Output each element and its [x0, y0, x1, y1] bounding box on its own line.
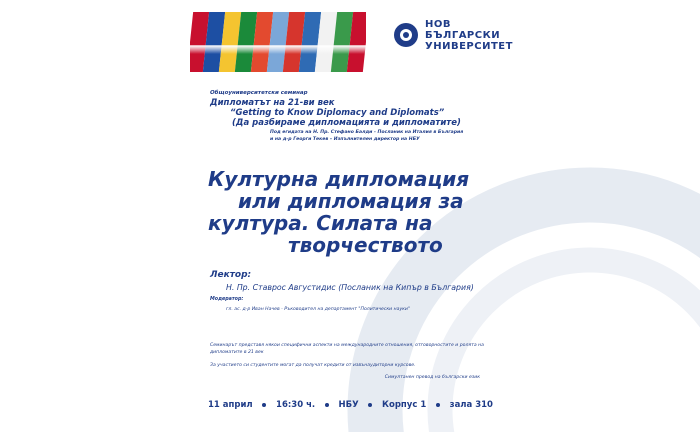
bullet-dot — [436, 403, 440, 407]
seminar-title-bg2: (Да разбираме дипломацията и дипломатите) — [232, 118, 461, 128]
seminar-title-en: “Getting to Know Diplomacy and Diplomats” — [230, 108, 445, 118]
seminar-patron-1: Под егидата на Н. Пр. Стефано Балди - Посланик на Италия в България — [270, 130, 464, 135]
event-date: 11 април — [208, 400, 253, 410]
nbu-logo-icon — [393, 18, 419, 52]
event-building: Корпус 1 — [382, 400, 427, 410]
lecturer-block — [210, 270, 474, 292]
event-details — [208, 400, 493, 410]
logo-line1: НОВ — [425, 18, 451, 30]
translation-note: Симултанен превод на български език — [384, 375, 480, 380]
main-title-line2: или дипломация за — [238, 189, 464, 213]
seminar-title-bg: Дипломатът на 21-ви век — [210, 98, 335, 108]
event-room: зала 310 — [449, 400, 493, 410]
moderator-name: гл. ас. д-р Иван Начев - Ръководител на департамент "Политически науки" — [226, 307, 411, 312]
logo-line3: УНИВЕРСИТЕТ — [425, 40, 513, 52]
lecturer-label: Лектор: — [210, 270, 252, 280]
main-title — [208, 168, 498, 256]
bullet-dot — [262, 403, 266, 407]
lecturer-name: Н. Пр. Ставрос Августидис (Посланик на Кипър в България) — [226, 283, 474, 292]
main-title-line3: култура. Силата на — [208, 211, 433, 235]
moderator-block — [210, 297, 410, 312]
seminar-patron-2: и на д-р Георги Текев – Изпълнителен директор на НБУ — [270, 137, 420, 142]
seminar-kind: Общоуниверситетски семинар — [210, 90, 308, 96]
nbu-logo — [393, 18, 513, 52]
event-time: 16:30 ч. — [276, 400, 316, 410]
seminar-block — [210, 90, 490, 144]
description-paragraph: Семинарът представя някои специфични аспекти на международните отношения, отговорностите и ролята на дипломатите в 21 век — [210, 343, 484, 355]
event-venue: НБУ — [338, 400, 359, 410]
main-title-line4: творчеството — [288, 233, 443, 257]
main-title-line1: Културна дипломация — [208, 167, 470, 191]
flags-banner — [190, 12, 366, 72]
bullet-dot — [368, 403, 372, 407]
moderator-label: Модератор: — [210, 297, 244, 302]
bullet-dot — [325, 403, 329, 407]
credits-paragraph: За участието си студентите могат да получат кредити от извънаудиторни курсове. — [210, 363, 416, 368]
logo-line2: БЪЛГАРСКИ — [425, 29, 501, 41]
